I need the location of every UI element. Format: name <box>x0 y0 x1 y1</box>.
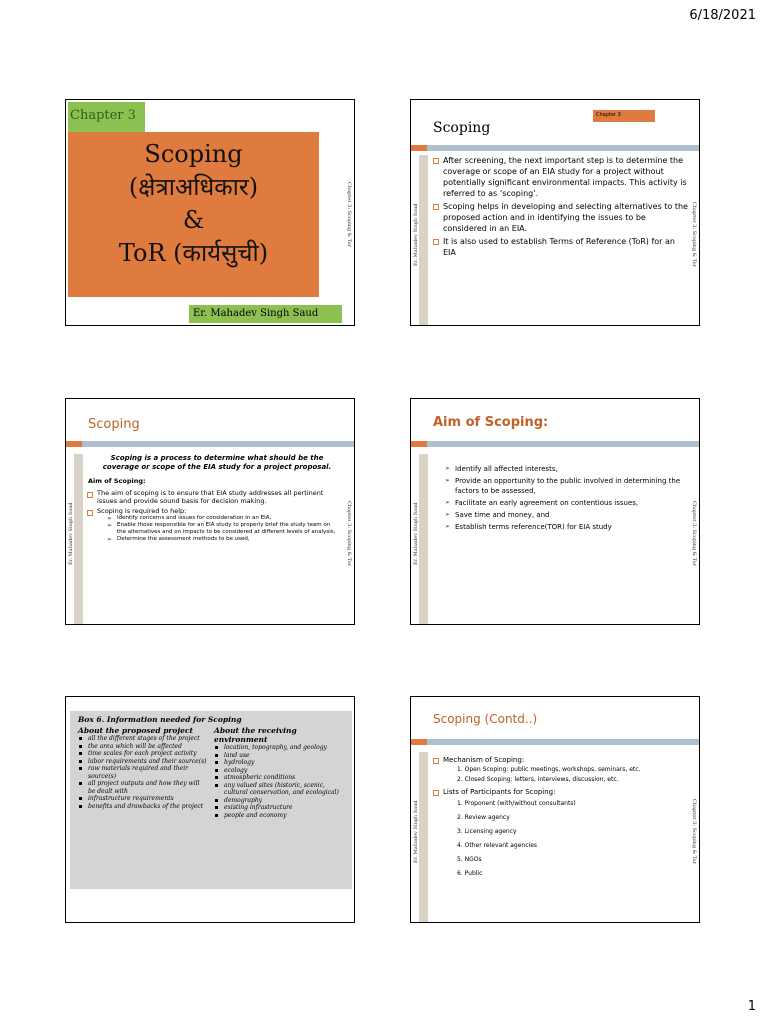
info-box <box>70 711 352 889</box>
aim-item: ➢ Facilitate an early agreement on contentious issues, <box>445 498 693 508</box>
bullet-item <box>432 755 692 785</box>
title-rule-accent <box>411 145 427 151</box>
bullet-text: Scoping is required to help: <box>97 507 187 515</box>
list-item: any valued sites (historic, scenic, cultural conservation, and ecological) <box>214 782 344 797</box>
bullet-list <box>432 155 690 260</box>
aim-list <box>445 464 693 534</box>
sub-item: ➢ Enable those responsible for an EIA study to properly brief the study team on the alternatives and on impacts to be considered at different levels of analysis, <box>107 522 338 536</box>
numbered-item: 3. Licensing agency <box>457 828 517 835</box>
list-item: ecology <box>214 767 344 775</box>
numbered-item: 4. Other relevant agencies <box>457 842 538 849</box>
project-column <box>78 726 208 819</box>
numbered-item: 2. Closed Scoping: letters, interviews, discussion, etc. <box>457 776 619 783</box>
bullet-item: Scoping helps in developing and selecting alternatives to the proposed action and in identifying the issues to be considered in an EIA. <box>432 201 690 234</box>
slide-3-scoping <box>65 398 355 625</box>
list-item: the area which will be affected <box>78 743 208 751</box>
aim-item: ➢ Provide an opportunity to the public involved in determining the factors to be assessed, <box>445 476 693 496</box>
side-chapter-label: Chapter 3: Scoping & Tor <box>346 182 352 248</box>
bullet-text: Lists of Participants for Scoping: <box>443 788 556 796</box>
side-author-label: Er. Mahadev Singh Saud <box>413 800 419 864</box>
sub-item: ➢ Determine the assessment methods to be used, <box>107 536 338 543</box>
title-rule <box>411 145 699 151</box>
slide-1-title <box>65 99 355 326</box>
aim-item: ➢ Establish terms reference(TOR) for EIA study <box>445 522 693 532</box>
bullet-item: After screening, the next important step is to determine the coverage or scope of an EIA study for a project without potentially significant environmental impacts. This activity is referred to as ‘scoping’. <box>432 155 690 199</box>
side-author-label: Er. Mahadev Singh Saud <box>413 502 419 566</box>
author-tag: Er. Mahadev Singh Saud <box>189 305 342 323</box>
title-line: & <box>182 206 205 234</box>
page-number: 1 <box>747 999 756 1014</box>
environment-list <box>214 744 344 819</box>
environment-column <box>214 726 344 819</box>
numbered-item: 6. Public <box>457 870 483 877</box>
bullet-item <box>432 787 692 881</box>
slide-2-scoping <box>410 99 700 326</box>
box-title: Box 6. Information needed for Scoping <box>78 715 242 724</box>
mechanism-list <box>443 765 692 785</box>
chapter-tag: Chapter 3 <box>68 102 145 132</box>
aim-item: ➢ Identify all affected interests, <box>445 464 693 474</box>
title-line: (क्षेत्राअधिकार) <box>128 173 259 201</box>
list-item: benefits and drawbacks of the project <box>78 803 208 811</box>
side-author-label: Er. Mahadev Singh Saud <box>413 203 419 267</box>
slide-title: Scoping (Contd..) <box>433 712 538 726</box>
bullet-item: The aim of scoping is to ensure that EIA study addresses all pertinent issues and provide sound basis for decision making. <box>86 489 338 505</box>
list-item: labor requirements and their source(s) <box>78 758 208 766</box>
list-item: people and economy <box>214 812 344 820</box>
aim-label: Aim of Scoping: <box>88 477 146 485</box>
numbered-item: 1. Open Scoping: public meetings, workshops, seminars, etc. <box>457 766 641 773</box>
bullet-text: Mechanism of Scoping: <box>443 756 525 764</box>
column-heading: About the receiving environment <box>214 726 297 744</box>
box-columns <box>78 726 344 819</box>
aim-item: ➢ Save time and money, and <box>445 510 693 520</box>
slide-title: Scoping <box>88 417 140 432</box>
sub-list <box>97 515 338 543</box>
slide-title: Aim of Scoping: <box>433 415 549 430</box>
slide-6-scoping-contd <box>410 696 700 923</box>
title-rule-accent <box>66 441 82 447</box>
list-item: hydrology <box>214 759 344 767</box>
numbered-item: 2. Review agency <box>457 814 510 821</box>
list-item: all the different stages of the project <box>78 735 208 743</box>
bullet-item <box>86 507 338 543</box>
side-chapter-label: Chapter 3: Scoping & Tor <box>691 202 697 268</box>
numbered-item: 1. Proponent (with/without consultants) <box>457 800 576 807</box>
list-item: demography <box>214 797 344 805</box>
title-rule <box>411 739 699 745</box>
bullet-list <box>432 755 692 883</box>
slide-4-aim <box>410 398 700 625</box>
project-list <box>78 735 208 810</box>
definition-text: Scoping is a process to determine what should be the coverage or scope of the EIA study for a project proposal. <box>102 454 332 471</box>
bullet-item: It is also used to establish Terms of Reference (ToR) for an EIA <box>432 236 690 258</box>
list-item: infrastructure requirements <box>78 795 208 803</box>
slide-title <box>68 132 319 270</box>
participants-list <box>443 797 692 881</box>
column-heading: About the proposed project <box>78 726 193 735</box>
slide-title: Scoping <box>433 120 491 136</box>
title-rule-accent <box>411 739 427 745</box>
list-item: all project outputs and how they will be dealt with <box>78 780 208 795</box>
list-item: raw materials required and their source(s) <box>78 765 208 780</box>
list-item: existing infrastructure <box>214 804 344 812</box>
title-rule <box>411 441 699 447</box>
title-line: ToR (कार्यसुची) <box>118 239 269 267</box>
title-rule-accent <box>411 441 427 447</box>
chapter-badge: Chapter 3 <box>593 110 655 122</box>
side-author-label: Er. Mahadev Singh Saud <box>68 502 74 566</box>
slide-5-box <box>65 696 355 923</box>
list-item: location, topography, and geology <box>214 744 344 752</box>
side-chapter-label: Chapter 3: Scoping & Tor <box>691 501 697 567</box>
list-item: time scales for each project activity <box>78 750 208 758</box>
list-item: atmospheric conditions <box>214 774 344 782</box>
list-item: land use <box>214 752 344 760</box>
side-chapter-label: Chapter 3: Scoping & Tor <box>346 501 352 567</box>
numbered-item: 5. NGOs <box>457 856 482 863</box>
title-line: Scoping <box>144 140 243 168</box>
side-chapter-label: Chapter 3: Scoping & Tor <box>691 799 697 865</box>
bullet-list <box>86 489 338 545</box>
sub-item: ➢ Identify concerns and issues for consideration in an EIA, <box>107 515 338 522</box>
title-rule <box>66 441 354 447</box>
page-date: 6/18/2021 <box>689 8 756 23</box>
